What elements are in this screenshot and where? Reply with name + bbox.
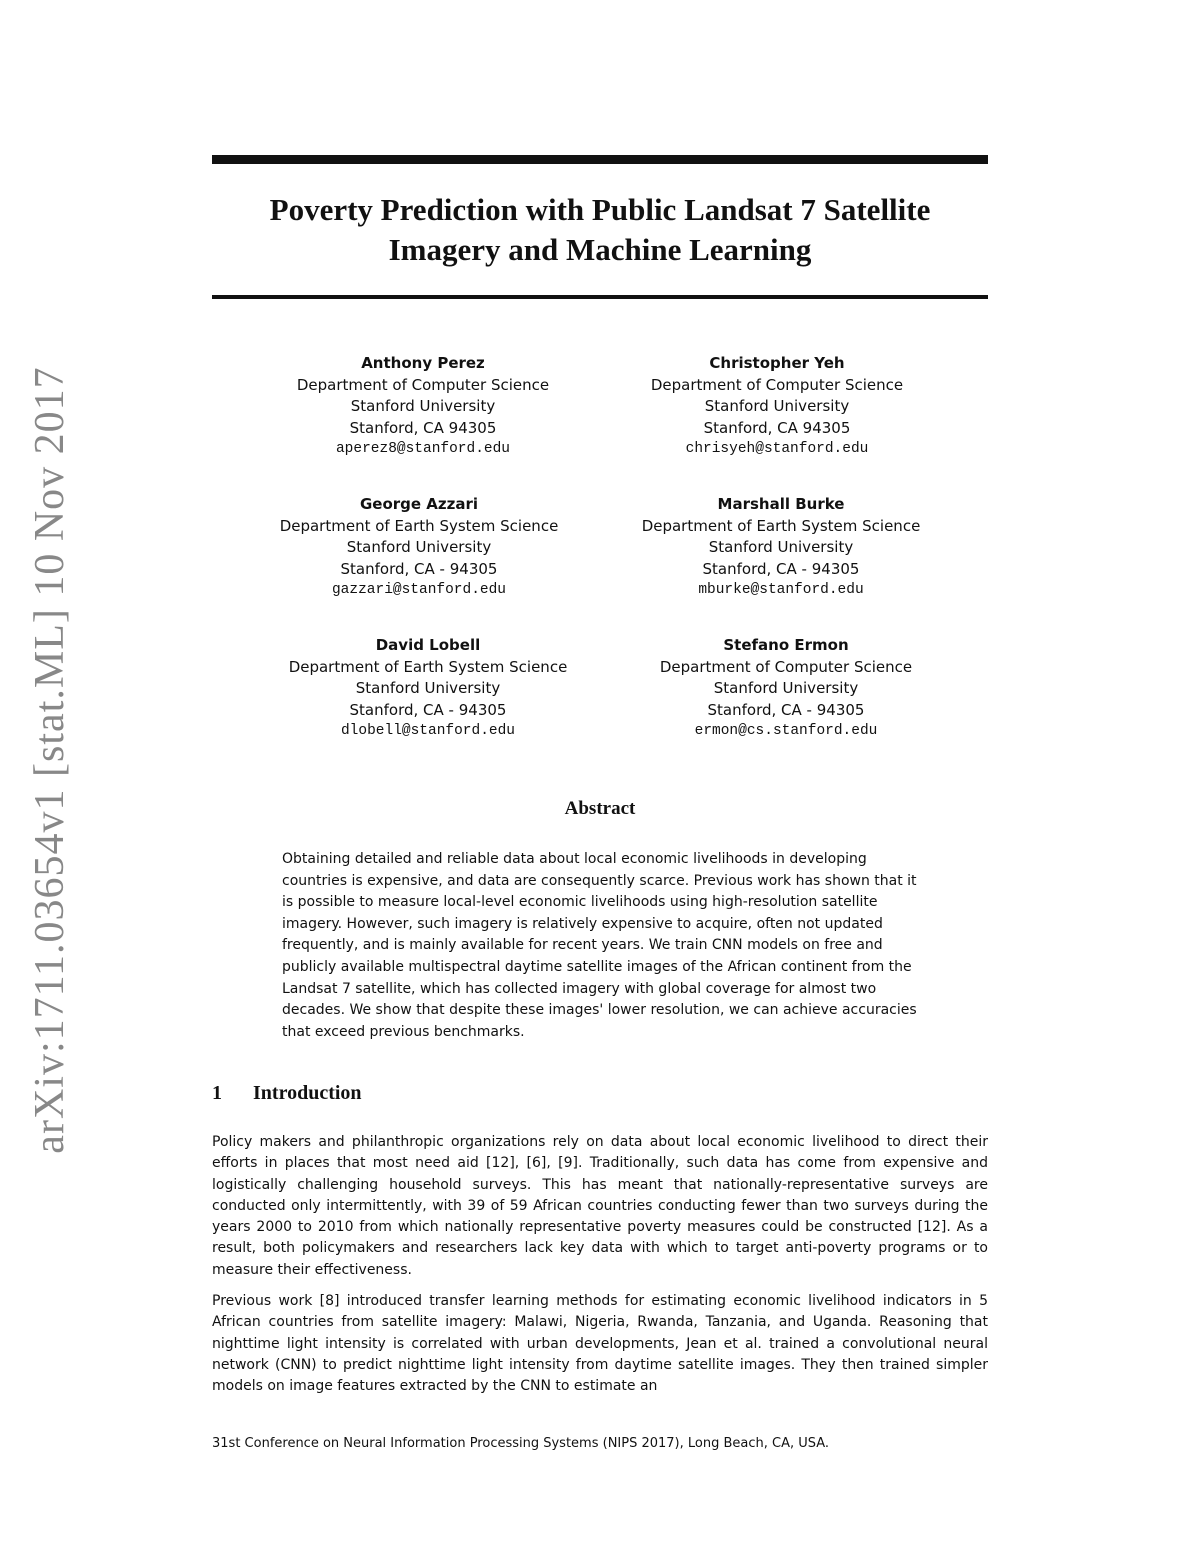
author-department: Department of Computer Science — [650, 375, 904, 394]
author-department: Department of Earth System Science — [641, 516, 921, 535]
author-address: Stanford, CA - 94305 — [702, 559, 860, 578]
author-block — [586, 635, 986, 743]
author-university: Stanford University — [350, 397, 496, 415]
author-university: Stanford University — [708, 538, 854, 556]
author-university: Stanford University — [704, 397, 850, 415]
author-block — [219, 494, 619, 602]
paragraph: Policy makers and philanthropic organizations rely on data about local economic livelihood to direct their efforts in places that most need aid [12], [6], [9]. Traditionally, such data has come from expensive and logistically challenging household surveys. This has meant that nationally-representative surveys are conducted only intermittently, with 39 of 59 African countries conducting fewer than two surveys during the years 2000 to 2010 from which nationally representative poverty measures could be constructed [12]. As a result, both policymakers and researchers lack key data with which to target anti-poverty programs or to measure their effectiveness. — [212, 1134, 988, 1278]
author-university: Stanford University — [355, 679, 501, 697]
abstract-heading: Abstract — [564, 798, 636, 819]
paragraph: Previous work [8] introduced transfer learning methods for estimating economic livelihood indicators in 5 African countries from satellite imagery: Malawi, Nigeria, Rwanda, Tanzania, and Uganda. Reasoning that nighttime light intensity is correlated with urban developments, Jean et al. trained a convolutional neural network (CNN) to predict nighttime light intensity from daytime satellite images. They then trained simpler models on image features extracted by the CNN to estimate an — [212, 1293, 988, 1395]
author-department: Department of Earth System Science — [279, 516, 559, 535]
author-address: Stanford, CA - 94305 — [340, 559, 498, 578]
author-address: Stanford, CA - 94305 — [707, 700, 865, 719]
author-block — [223, 353, 623, 461]
section-title: Introduction — [253, 1082, 362, 1104]
title-line-2: Imagery and Machine Learning — [388, 232, 812, 267]
author-name: Stefano Ermon — [723, 636, 849, 654]
conference-footnote: 31st Conference on Neural Information Processing Systems (NIPS 2017), Long Beach, CA, USA. — [212, 1436, 830, 1451]
title-line-1: Poverty Prediction with Public Landsat 7 Satellite — [269, 192, 931, 227]
author-email: mburke@stanford.edu — [698, 582, 864, 598]
author-address: Stanford, CA 94305 — [703, 418, 851, 437]
author-department: Department of Computer Science — [296, 375, 550, 394]
paper-title — [212, 190, 988, 270]
section-heading — [212, 1082, 988, 1105]
title-rule-bottom — [212, 295, 988, 299]
author-university: Stanford University — [346, 538, 492, 556]
author-email: gazzari@stanford.edu — [331, 582, 507, 598]
author-name: Marshall Burke — [717, 495, 845, 513]
introduction-body — [212, 1132, 988, 1408]
title-rule-top — [212, 155, 988, 164]
arxiv-identifier: arXiv:1711.03654v1 [stat.ML] 10 Nov 2017 — [27, 366, 73, 1154]
author-address: Stanford, CA - 94305 — [349, 700, 507, 719]
author-university: Stanford University — [713, 679, 859, 697]
author-email: chrisyeh@stanford.edu — [685, 441, 869, 457]
author-block — [577, 353, 977, 461]
author-block — [581, 494, 981, 602]
author-name: Christopher Yeh — [709, 354, 845, 372]
author-department: Department of Computer Science — [659, 657, 913, 676]
author-name: George Azzari — [359, 495, 479, 513]
author-email: aperez8@stanford.edu — [335, 441, 511, 457]
author-name: David Lobell — [375, 636, 481, 654]
author-department: Department of Earth System Science — [288, 657, 568, 676]
author-name: Anthony Perez — [361, 354, 485, 372]
author-email: dlobell@stanford.edu — [340, 723, 516, 739]
author-block — [228, 635, 628, 743]
section-number: 1 — [212, 1082, 222, 1104]
author-email: ermon@cs.stanford.edu — [694, 723, 878, 739]
abstract-text: Obtaining detailed and reliable data about local economic livelihoods in developing countries is expensive, and data are consequently scarce. Previous work has shown that it is possible to measure local-level economic livelihoods using high-resolution satellite imagery. However, such imagery is relatively expensive to acquire, often not updated frequently, and is mainly available for recent years. We train CNN models on free and publicly available multispectral daytime satellite images of the African continent from the Landsat 7 satellite, which has collected imagery with global coverage for almost two decades. We show that despite these images' lower resolution, we can achieve accuracies that exceed previous benchmarks. — [282, 851, 917, 1040]
author-address: Stanford, CA 94305 — [349, 418, 497, 437]
